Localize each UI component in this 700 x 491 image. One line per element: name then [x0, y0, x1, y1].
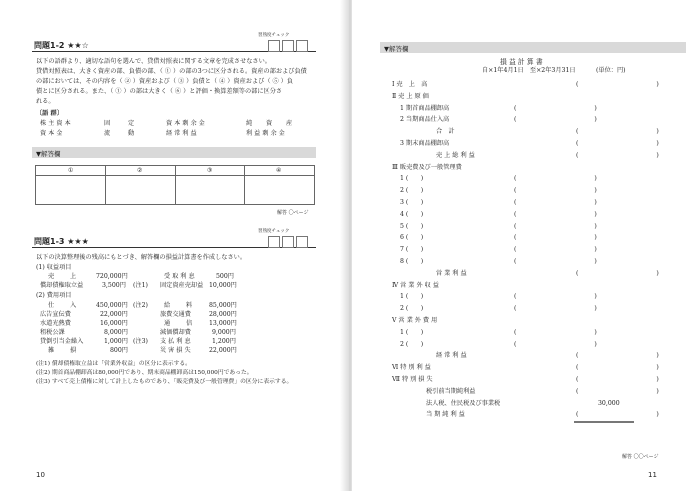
account-name: 雑: [48, 347, 55, 354]
statement-row-label: Ⅴ 営 業 外 費 用: [392, 317, 438, 324]
amount: 1,000円: [104, 338, 128, 345]
note: (注2) 期首商品棚卸高は80,000円であり、期末商品棚卸高は150,000円であった。: [36, 370, 253, 376]
statement-row-label: 2 ( ): [400, 305, 424, 313]
account-name: 支 払 利 息: [160, 338, 191, 345]
account-name: 償却債権取立益: [40, 282, 84, 289]
section-heading: (2) 費用項目: [36, 292, 72, 299]
paragraph-line: 債とに区分される。また、（ ① ）の部は大きく（ ⑥ ）と評価・換算差額等の部に区分さ: [36, 88, 283, 95]
statement-row-label: 3 期末商品棚卸高: [400, 140, 450, 147]
word: 経 常 利 益: [166, 130, 197, 137]
statement-row-label: 売 上 総 利 益: [436, 151, 475, 159]
page-number: 10: [36, 471, 45, 479]
statement-row-label: 2 当期商品仕入高: [400, 116, 450, 124]
question-intro: 以下の決算整理後の残高にもとづき、解答欄の損益計算書を作成しなさい。: [36, 254, 247, 261]
amount: 3,500円: [102, 282, 126, 289]
answer-blank[interactable]: ( ): [576, 411, 697, 419]
statement-row-label: 5 ( ): [400, 222, 424, 230]
question-title: 問題1-3 ★★★: [34, 237, 89, 246]
right-page: [352, 0, 700, 491]
account-name: 損: [70, 347, 77, 354]
answer-blank[interactable]: ( ): [576, 269, 697, 277]
account-name: 上: [70, 273, 77, 280]
amount: 16,000円: [100, 320, 128, 327]
answer-blank[interactable]: ( ): [514, 305, 635, 313]
amount: 28,000円: [209, 311, 237, 318]
answer-blank[interactable]: ( ): [514, 175, 635, 183]
amount: 9,000円: [212, 329, 236, 336]
answer-blank[interactable]: ( ): [514, 187, 635, 195]
amount: 450,000円: [96, 302, 128, 309]
page-number: 11: [648, 471, 657, 479]
paragraph-line: れる。: [36, 98, 55, 105]
answer-blank[interactable]: ( ): [514, 104, 635, 112]
account-name: 災 害 損 失: [160, 347, 191, 354]
amount: 10,000円: [209, 282, 237, 289]
answer-blank[interactable]: ( ): [576, 151, 697, 159]
statement-row-label: 8 ( ): [400, 258, 424, 265]
account-name: 料: [186, 302, 193, 309]
statement-row-label: 7 ( ): [400, 246, 424, 254]
statement-row-label: Ⅰ 売 上 高: [392, 81, 428, 88]
statement-row-label: Ⅳ 営 業 外 収 益: [392, 281, 439, 289]
account-name: 租税公課: [40, 329, 65, 336]
answer-blank[interactable]: ( ): [514, 293, 635, 301]
account-name: 水道光熱費: [40, 320, 71, 327]
answer-col-header: ④: [276, 167, 282, 174]
amount: 13,000円: [209, 320, 237, 327]
check-box[interactable]: [282, 40, 294, 52]
answer-blank[interactable]: ( ): [514, 222, 635, 230]
word: 資: [266, 120, 273, 127]
answer-blank[interactable]: ( ): [514, 246, 635, 254]
statement-row-label: 営 業 利 益: [436, 269, 467, 277]
answer-blank[interactable]: ( ): [576, 364, 697, 372]
answer-blank[interactable]: ( ): [514, 199, 635, 206]
answer-blank[interactable]: ( ): [514, 234, 635, 242]
note-marker: (注1): [133, 282, 148, 289]
word: 流: [104, 130, 111, 137]
note-marker: (注2): [133, 302, 148, 309]
note-marker: (注3): [133, 338, 148, 345]
statement-amount: 30,000: [598, 399, 620, 407]
left-page: [0, 0, 348, 491]
account-name: 仕: [48, 302, 55, 309]
answer-blank[interactable]: ( ): [514, 210, 635, 218]
answer-blank[interactable]: ( ): [576, 128, 697, 136]
statement-row-label: Ⅲ 販売費及び一般管理費: [392, 163, 462, 171]
statement-row-label: Ⅶ 特 別 損 失: [392, 376, 433, 383]
answer-blank[interactable]: ( ): [576, 376, 697, 383]
check-box[interactable]: [296, 236, 308, 248]
statement-row-label: 当 期 純 利 益: [426, 411, 465, 419]
word: 株 主 資 本: [40, 120, 71, 127]
answer-blank[interactable]: ( ): [576, 81, 697, 88]
answer-blank[interactable]: ( ): [514, 116, 635, 124]
word: 利 益 剰 余 金: [246, 130, 285, 137]
section-heading: (1) 収益項目: [36, 264, 72, 271]
statement-row-label: 2 ( ): [400, 340, 424, 348]
answer-bar: ▼解答欄: [380, 42, 686, 53]
statement-row-label: 1 ( ): [400, 175, 424, 183]
paragraph-line: 貸借対照表は、大きく資産の部、負債の部、（ ① ）の部の3つに区分される。資産の部および負債: [36, 68, 307, 75]
statement-row-label: 税引前当期純利益: [426, 387, 476, 395]
account-name: 広告宣伝費: [40, 311, 71, 318]
question-title: 問題1-2 ★★☆: [34, 41, 89, 50]
answer-reference: 解答 〇〇ページ: [622, 454, 659, 460]
check-box[interactable]: [268, 236, 280, 248]
answer-blank[interactable]: ( ): [576, 352, 697, 360]
word: 産: [286, 120, 293, 127]
answer-col-header: ③: [207, 167, 213, 174]
statement-row-label: Ⅱ 売 上 原 価: [392, 92, 429, 100]
statement-row-label: 4 ( ): [400, 210, 424, 218]
check-box[interactable]: [268, 40, 280, 52]
answer-blank[interactable]: ( ): [576, 387, 697, 395]
statement-row-label: 経 常 利 益: [436, 352, 467, 360]
answer-reference: 解答 〇ページ: [277, 210, 309, 216]
statement-row-label: 1 ( ): [400, 328, 424, 336]
statement-row-label: Ⅵ 特 別 利 益: [392, 364, 431, 372]
answer-bar: ▼解答欄: [32, 147, 316, 158]
check-label: 習熟度チェック: [258, 33, 290, 38]
double-rule: [574, 421, 634, 423]
statement-row-label: 合 計: [436, 128, 455, 136]
note: (注3) すべて売上債権に対して計上したものであり、「販売費及び一般管理費」の区分に表示する。: [36, 379, 293, 385]
amount: 800円: [110, 347, 128, 354]
account-name: 受 取 利 息: [164, 273, 195, 280]
answer-col-header: ②: [137, 167, 143, 174]
account-name: 減価償却費: [160, 329, 191, 336]
wordlist-title: 〔語 群〕: [36, 110, 63, 117]
statement-row-label: 1 期首商品棚卸高: [400, 104, 450, 112]
answer-col-header: ①: [68, 167, 74, 174]
statement-title: 損 益 計 算 書: [500, 58, 543, 66]
statement-row-label: 2 ( ): [400, 187, 424, 195]
amount: 85,000円: [209, 302, 237, 309]
amount: 500円: [216, 273, 234, 280]
word: 資 本 剰 余 金: [166, 120, 205, 127]
account-name: 貸倒引当金繰入: [40, 338, 84, 345]
account-name: 入: [70, 302, 77, 309]
check-box[interactable]: [296, 40, 308, 52]
statement-period: 自×1年4月1日 至×2年3月31日: [482, 67, 576, 74]
note: (注1) 償却債権取立益は「営業外収益」の区分に表示する。: [36, 361, 191, 367]
account-name: 給: [164, 302, 171, 309]
paragraph-line: の部においては、その内容を（ ② ）資産および（ ③ ）負債と（ ④ ）資産および（ ⑤ ）負: [36, 78, 294, 85]
amount: 720,000円: [96, 273, 128, 280]
statement-unit: (単位：円): [596, 67, 626, 74]
answer-blank[interactable]: ( ): [514, 328, 635, 336]
statement-row-label: 1 ( ): [400, 293, 424, 301]
answer-table: [35, 165, 315, 205]
statement-row-label: 3 ( ): [400, 199, 424, 206]
word: 純: [246, 120, 253, 127]
word: 固: [104, 120, 111, 127]
amount: 8,000円: [104, 329, 128, 336]
word: 動: [128, 130, 135, 137]
account-name: 売: [48, 273, 55, 280]
word: 資 本 金: [40, 130, 63, 137]
account-name: 固定資産売却益: [160, 282, 204, 289]
account-name: 通: [164, 320, 171, 327]
answer-blank[interactable]: ( ): [514, 340, 635, 348]
account-name: 信: [186, 320, 193, 327]
amount: 22,000円: [209, 347, 237, 354]
account-name: 旅費交通費: [160, 311, 191, 318]
statement-row-label: 法人税、住民税及び事業税: [426, 399, 501, 407]
answer-blank[interactable]: ( ): [514, 258, 635, 265]
check-box[interactable]: [282, 236, 294, 248]
check-label: 習熟度チェック: [258, 229, 290, 234]
answer-blank[interactable]: ( ): [576, 140, 697, 147]
statement-row-label: 6 ( ): [400, 234, 424, 242]
paragraph-line: 以下の語群より、適切な語句を選んで、貸借対照表に関する文章を完成させなさい。: [36, 58, 271, 65]
amount: 22,000円: [100, 311, 128, 318]
word: 定: [128, 120, 135, 127]
amount: 1,200円: [212, 338, 236, 345]
